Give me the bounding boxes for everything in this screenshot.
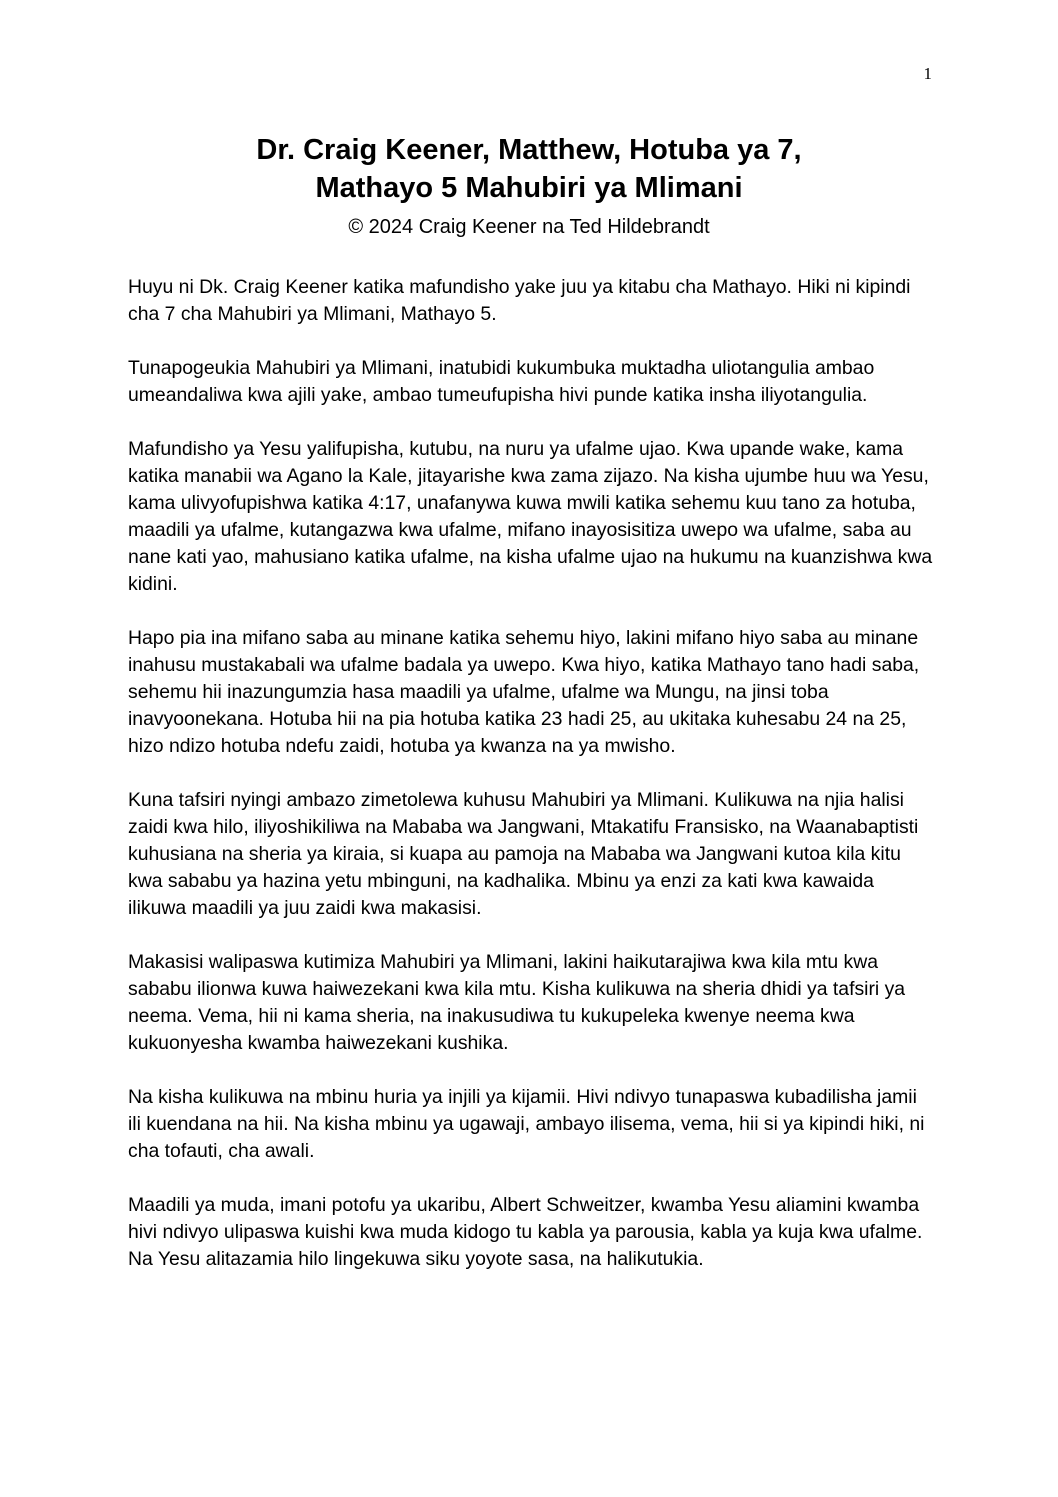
paragraph-4: Hapo pia ina mifano saba au minane katika sehemu hiyo, lakini mifano hiyo saba au minane inahusu mustakabali wa ufalme badala ya uwepo. Kwa hiyo, katika Mathayo tano hadi saba, sehemu hii inazungumzia hasa maadili ya ufalme, ufalme wa Mungu, na jinsi toba inavyoonekana. Hotuba hii na pia hotuba katika 23 hadi 25, au ukitaka kuhesabu 24 na 25, hizo ndizo hotuba ndefu zaidi, hotuba ya kwanza na ya mwisho.	[128, 627, 920, 757]
document-title-line-1: Dr. Craig Keener, Matthew, Hotuba ya 7,	[256, 134, 802, 166]
paragraph-2: Tunapogeukia Mahubiri ya Mlimani, inatubidi kukumbuka muktadha uliotangulia ambao umeandaliwa kwa ajili yake, ambao tumeufupisha hivi punde katika insha iliyotangulia.	[128, 357, 875, 406]
page-number: 1	[923, 64, 932, 83]
document-header	[0, 131, 1058, 241]
paragraph-1: Huyu ni Dk. Craig Keener katika mafundisho yake juu ya kitabu cha Mathayo. Hiki ni kipindi cha 7 cha Mahubiri ya Mlimani, Mathayo 5.	[128, 276, 911, 325]
paragraph-7: Na kisha kulikuwa na mbinu huria ya injili ya kijamii. Hivi ndivyo tunapaswa kubadilisha jamii ili kuendana na hii. Na kisha mbinu ya ugawaji, ambayo ilisema, vema, hii si ya kipindi hiki, ni cha tofauti, cha awali.	[128, 1086, 925, 1162]
paragraph-5: Kuna tafsiri nyingi ambazo zimetolewa kuhusu Mahubiri ya Mlimani. Kulikuwa na njia halisi zaidi kwa hilo, iliyoshikiliwa na Mababa wa Jangwani, Mtakatifu Fransisko, na Waanabaptisti kuhusiana na sheria ya kiraia, si kuapa au pamoja na Mababa wa Jangwani kutoa kila kitu kwa sababu ya hazina yetu mbinguni, na kadhalika. Mbinu ya enzi za kati kwa kawaida ilikuwa maadili ya juu zaidi kwa makasisi.	[128, 789, 919, 919]
paragraph-3: Mafundisho ya Yesu yalifupisha, kutubu, na nuru ya ufalme ujao. Kwa upande wake, kama katika manabii wa Agano la Kale, jitayarishe kwa zama zijazo. Na kisha ujumbe huu wa Yesu, kama ulivyofupishwa katika 4:17, unafanywa kuwa mwili katika sehemu kuu tano za hotuba, maadili ya ufalme, kutangazwa kwa ufalme, mifano inayosisitiza uwepo wa ufalme, saba au nane kati yao, mahusiano katika ufalme, na kisha ufalme ujao na hukumu na kuanzishwa kwa kidini.	[128, 438, 933, 595]
document-title-line-2: Mathayo 5 Mahubiri ya Mlimani	[315, 172, 743, 204]
document-body	[128, 274, 933, 1300]
copyright-notice: © 2024 Craig Keener na Ted Hildebrandt	[348, 216, 710, 238]
paragraph-6: Makasisi walipaswa kutimiza Mahubiri ya Mlimani, lakini haikutarajiwa kwa kila mtu kwa sababu ilionwa kuwa haiwezekani kwa kila mtu. Kisha kulikuwa na sheria dhidi ya tafsiri ya neema. Vema, hii ni kama sheria, na inakusudiwa tu kukupeleka kwenye neema kwa kukuonyesha kwamba haiwezekani kushika.	[128, 951, 906, 1054]
paragraph-8: Maadili ya muda, imani potofu ya ukaribu, Albert Schweitzer, kwamba Yesu aliamini kwamba hivi ndivyo ulipaswa kuishi kwa muda kidogo tu kabla ya parousia, kabla ya kuja kwa ufalme. Na Yesu alitazamia hilo lingekuwa siku yoyote sasa, na halikutukia.	[128, 1194, 923, 1270]
